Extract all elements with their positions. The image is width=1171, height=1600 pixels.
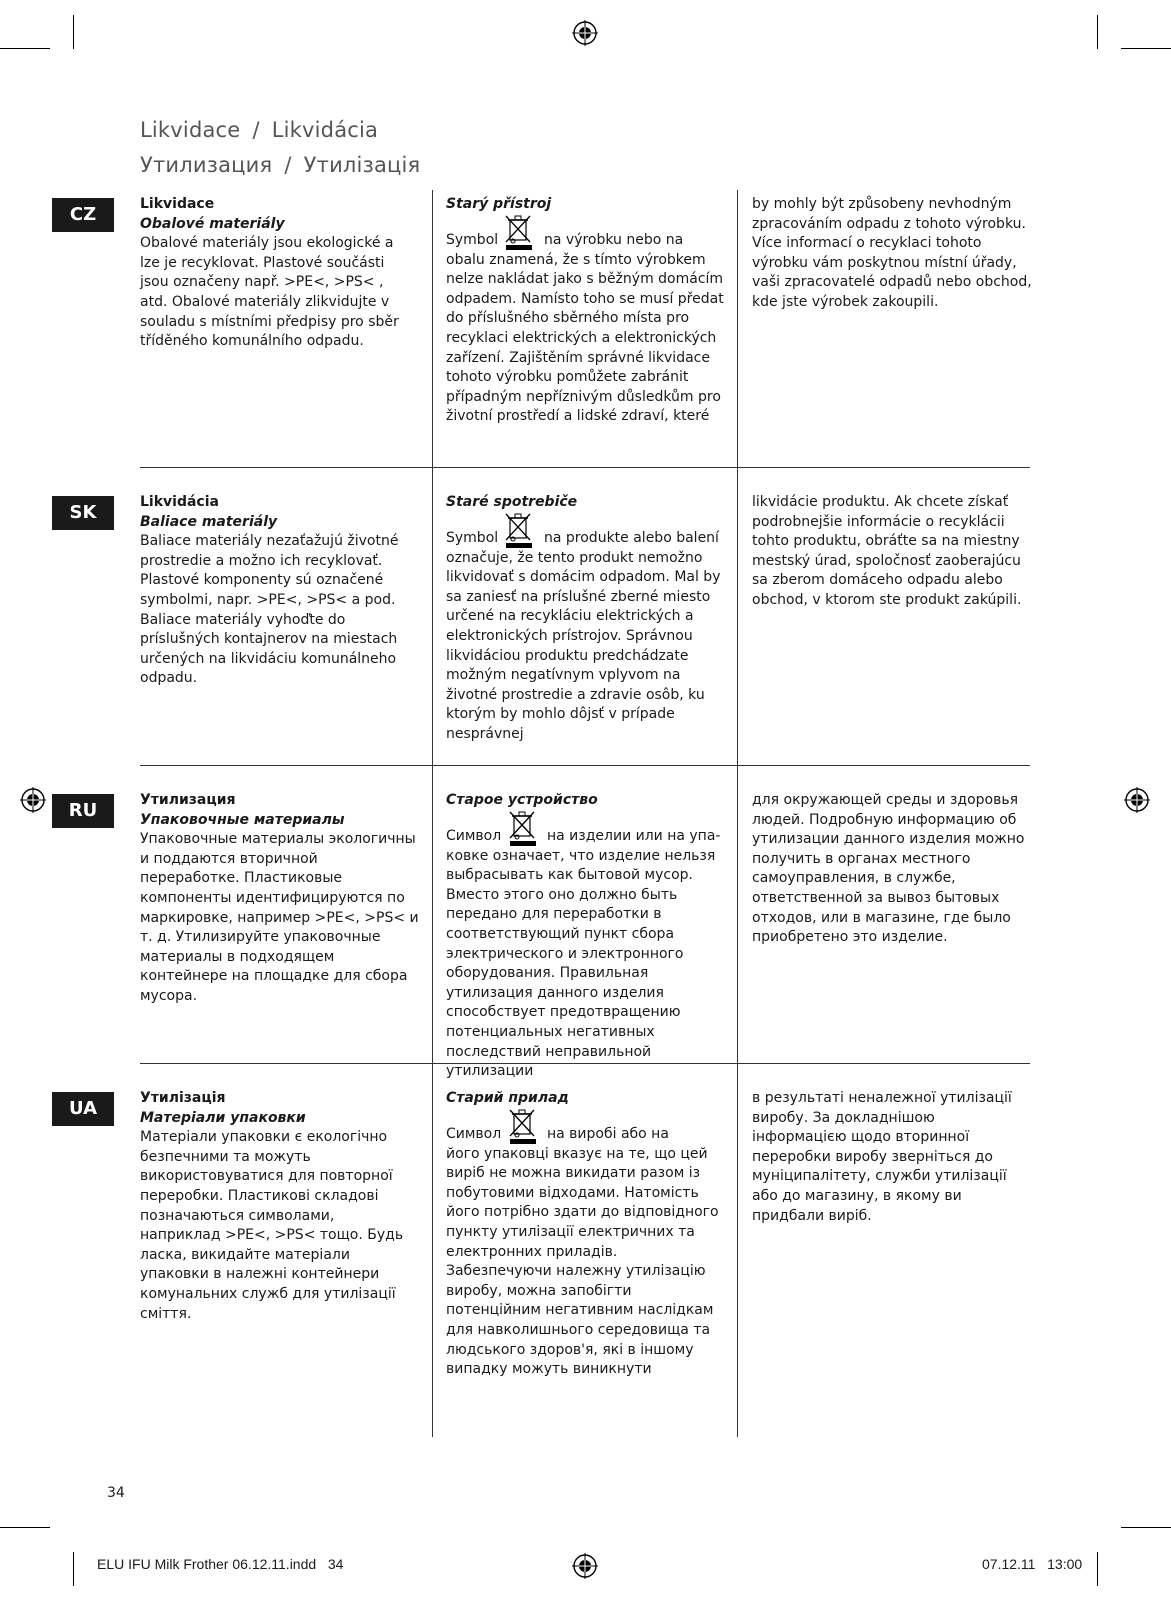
page-subtitle <box>140 153 420 177</box>
symbol-text: na výrobku nebo na <box>544 232 684 248</box>
section-title: Likvidácia <box>140 494 219 510</box>
page-title <box>140 118 378 142</box>
crop-mark <box>0 1527 50 1528</box>
language-badge-sk: SK <box>52 496 114 530</box>
language-badge-ru: RU <box>52 794 114 828</box>
section-subtitle: Staré spotrebiče <box>446 494 578 510</box>
title-cz: Likvidace <box>140 118 241 142</box>
section-subtitle: Старий прилад <box>446 1090 569 1106</box>
column-divider <box>737 190 738 1437</box>
section-text: його упаковці вказує на те, що цей виріб не можна викидати разом із побутовими відходами. Натомість його потрібно здати до відповідного пункту утилізації електричних та електронних приладів. Забезпечуючи належну утилізацію виробу, можна запобігти потенційним негативним наслідкам для навколишнього середовища та людського здоров'я, які в іншому випадку можуть виникнути <box>446 1145 719 1378</box>
crop-mark <box>1121 48 1171 49</box>
crossed-out-wheelie-bin-icon <box>502 511 536 549</box>
symbol-row <box>446 513 724 549</box>
appliance-column-ua <box>446 1089 724 1380</box>
section-text: Obalové materiály jsou ekologické a lze je recyklovat. Plastové součásti jsou označeny např. >PE<, >PS< , atd. Obalové materiály zlikvidujte v souladu s místními předpisy pro sběr tříděného komunálního odpadu. <box>140 235 399 350</box>
packaging-column-ru <box>140 791 420 1007</box>
packaging-column-cz <box>140 195 415 352</box>
appliance-column-ru <box>446 791 726 1082</box>
crop-mark <box>73 15 74 49</box>
symbol-text: на изделии или на упа- <box>547 828 721 844</box>
section-text: Упаковочные материалы экологичны и поддаются вторичной переработке. Пластиковые компоненты идентифицируются по маркировке, например >PE<, >PS< и т. д. Утилизируйте упаковочные материалы в подходящем контейнере на площадке для сбора мусора. <box>140 831 419 1004</box>
section-text: для окружающей среды и здоровья людей. Подробную информацию об утилизации данного изделия можно получить в органах местного самоуправления, в службе, ответственной за вывоз бытовых отходов, или в магазине, где было приобретено это изделие. <box>752 792 1025 946</box>
title-sk: Likvidácia <box>271 118 379 142</box>
symbol-row <box>446 811 726 847</box>
section-subtitle: Baliace materiály <box>140 513 278 530</box>
crop-mark <box>1097 15 1098 49</box>
section-text: obalu znamená, že s tímto výrobkem nelze nakládat jako s běžným domácím odpadem. Namísto toho se musí předat do příslušného sběrného místa pro recyklaci elektrických a elektronických zařízení. Zajištěním správné likvidace tohoto výrobku pomůžete zabránit případným nepříznivým důsledkům pro životní prostředí a lidské zdraví, které <box>446 251 724 425</box>
symbol-word: Символ <box>446 828 502 844</box>
symbol-text: на виробі або на <box>547 1126 669 1142</box>
section-text: Матеріали упаковки є екологічно безпечними та можуть використовуватися для повторної переробки. Пластикові складові позначаються символами, наприклад >PE<, >PS< тощо. Будь ласка, викидайте матеріали упаковки в належні контейнери комунальних служб для утилізації сміття. <box>140 1129 404 1322</box>
crop-mark <box>0 48 50 49</box>
title-ru: Утилизация <box>140 153 273 177</box>
registration-mark-icon <box>572 1553 598 1579</box>
info-column-ua <box>752 1089 1032 1226</box>
section-title: Likvidace <box>140 196 215 212</box>
info-column-cz <box>752 195 1032 313</box>
section-text: označuje, že tento produkt nemožno likvidovať s domácim odpadom. Mal by sa zaniesť na príslušné zberné miesto určené na recykláciu elektrických a elektronických prístrojov. Správnou likvidáciou produktu predchádzate možným negatívnym vplyvom na životné prostredie a zdravie osôb, ku ktorým by mohlo dôjsť v prípade nesprávnej <box>446 549 721 742</box>
crop-mark <box>73 1552 74 1586</box>
section-subtitle: Упаковочные материалы <box>140 811 345 828</box>
crop-mark <box>1097 1552 1098 1586</box>
section-text: Baliace materiály nezaťažujú životné prostredie a možno ich recyklovať. Plastové komponenty sú označené symbolmi, napr. >PE<, >PS< a pod. Baliace materiály vyhoďte do príslušných kontajnerov na miestach určených na likvidáciu komunálneho odpadu. <box>140 533 399 687</box>
registration-mark-icon <box>1124 787 1150 813</box>
print-slug-file: ELU IFU Milk Frother 06.12.11.indd 34 <box>97 1556 344 1572</box>
section-text: ковке означает, что изделие нельзя выбрасывать как бытовой мусор. Вместо этого оно должно быть передано для переработки в соответствующий пункт сбора электрического и электронного оборудования. Правильная утилизация данного изделия способствует предотвращению потенциальных негативных последствий неправильной утилизации <box>446 847 716 1080</box>
page-number: 34 <box>107 1485 125 1501</box>
section-subtitle: Starý přístroj <box>446 196 552 212</box>
crop-mark <box>1121 1527 1171 1528</box>
section-text: by mohly být způsobeny nevhodným zpracováním odpadu z tohoto výrobku. Více informací o recyklaci tohoto výrobku vám poskytnou místní úřady, vaši zpracovatelé odpadů nebo obchod, kde jste výrobek zakoupili. <box>752 196 1032 310</box>
language-badge-cz: CZ <box>52 198 114 232</box>
section-title: Утилізація <box>140 1090 226 1106</box>
section-text: в результаті неналежної утилізації виробу. За докладнішою інформацією щодо вторинної переробки виробу зверніться до муніципалітету, служби утилізації або до магазину, в якому ви придбали виріб. <box>752 1090 1012 1224</box>
registration-mark-icon <box>572 20 598 46</box>
crossed-out-wheelie-bin-icon <box>502 213 536 251</box>
crossed-out-wheelie-bin-icon <box>506 1107 540 1145</box>
symbol-word: Symbol <box>446 232 499 248</box>
section-subtitle: Obalové materiály <box>140 215 285 232</box>
symbol-word: Symbol <box>446 530 499 546</box>
packaging-column-sk <box>140 493 415 689</box>
info-column-sk <box>752 493 1032 611</box>
packaging-column-ua <box>140 1089 415 1324</box>
section-subtitle: Матеріали упаковки <box>140 1109 306 1126</box>
section-subtitle: Старое устройство <box>446 792 598 808</box>
print-slug-date: 07.12.11 13:00 <box>982 1556 1083 1572</box>
section-divider <box>140 467 1030 468</box>
title-separator: / <box>252 118 260 142</box>
symbol-text: na produkte alebo balení <box>544 530 719 546</box>
symbol-row <box>446 1109 724 1145</box>
language-badge-ua: UA <box>52 1092 114 1126</box>
appliance-column-cz <box>446 195 724 427</box>
symbol-row <box>446 215 724 251</box>
section-title: Утилизация <box>140 792 236 808</box>
title-ua: Утилізація <box>303 153 421 177</box>
column-divider <box>432 190 433 1437</box>
section-text: likvidácie produktu. Ak chcete získať podrobnejšie informácie o recyklácii tohto produktu, obráťte sa na miestny mestský úrad, spoločnosť zaoberajúcu sa zberom domáceho odpadu alebo obchod, v ktorom ste produkt zakúpili. <box>752 494 1022 608</box>
info-column-ru <box>752 791 1034 948</box>
section-divider <box>140 765 1030 766</box>
crossed-out-wheelie-bin-icon <box>506 809 540 847</box>
registration-mark-icon <box>20 787 46 813</box>
title-separator: / <box>284 153 292 177</box>
symbol-word: Символ <box>446 1126 502 1142</box>
appliance-column-sk <box>446 493 724 745</box>
